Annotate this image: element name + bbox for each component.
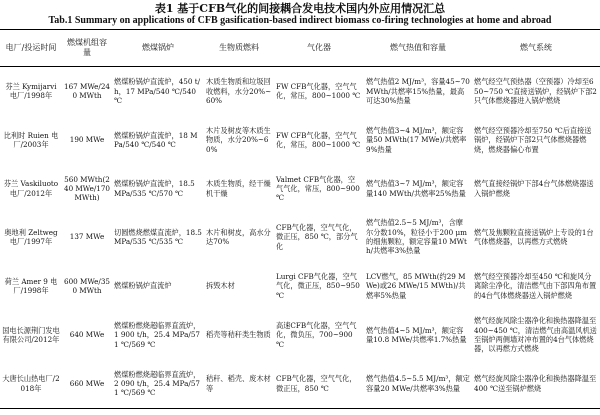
cell-plant: 奥地利 Zeltweg 电厂/1997年	[4, 227, 58, 246]
cell-gasifier: FW CFB气化器，空气气化，常压，800~1000 ℃	[276, 81, 361, 101]
cell-plant: 比利时 Ruien 电厂/2003年	[3, 130, 59, 149]
summary-table	[0, 29, 600, 409]
cell-capacity: 560 MWth(240 MWe/170 MWth)	[64, 174, 110, 203]
cell-capacity: 190 MWe	[69, 135, 105, 145]
table-row	[0, 213, 600, 262]
cell-fuel: 稻壳等秸秆类生物质	[206, 330, 271, 340]
cell-system: 燃气经旋风除尘器净化和换热器降温至400 ℃送至锅炉燃烧	[474, 374, 597, 393]
table-row	[0, 165, 600, 213]
cell-capacity: 640 MWe	[69, 330, 105, 340]
cell-plant: 荷兰 Amer 9 电厂/1998年	[4, 276, 58, 295]
cell-gasifier: FW CFB气化器，空气气化，常压，800~1000 ℃	[276, 130, 361, 149]
cell-system: 燃气及焦颗粒直接送锅炉上专设的1台气体燃烧器，以再燃方式燃烧	[474, 227, 594, 246]
header-gasifier: 气化器	[307, 43, 331, 52]
cell-fuel: 木片和树皮，高水分达70%	[206, 227, 271, 246]
cell-capacity: 600 MWe/350 MWth	[64, 276, 110, 295]
header-system: 燃气系统	[520, 43, 552, 52]
cell-system: 燃气经旋风除尘器净化和换热器降温至400~450 ℃，清洁燃气由高温风机送至锅炉两侧墙对冲布置的4台气体燃烧器，以再燃方式燃烧	[474, 316, 597, 354]
cell-plant: 国电长源荆门发电有限公司/2012年	[2, 325, 60, 344]
cell-gas: 燃气热值4~5 MJ/m³，额定容量10.8 MWe/共燃率1.7%热量	[366, 325, 467, 344]
cell-fuel: 秸秆、稻壳、废木材等	[206, 374, 271, 393]
table-row	[0, 67, 600, 116]
cell-plant: 大唐长山热电厂/2018年	[2, 374, 60, 393]
cell-gas: LCV燃气，85 MWth(约29 MWe)或26 MWe/15 MWth)/共燃率5%热量	[366, 272, 466, 300]
cell-gas: 燃气热值2.5~5 MJ/m³，含摩尔分数10%，粒径小于200 μm的细焦颗粒，额定容量10 MWth/共燃率3%热量	[366, 218, 467, 256]
cell-gas: 燃气热值4.5~5.5 MJ/m³，额定容量20 MWe/共燃率3%热量	[366, 374, 470, 393]
cell-gas: 燃气热值3~7 MJ/m³，额定容量140 MWth/共燃率25%热量	[366, 179, 466, 198]
cell-system: 燃气经空气预热器（空预器）冷却至650~750 ℃直接送锅炉，经锅炉下部2只气体燃烧器进入锅炉燃烧	[474, 77, 597, 105]
table-row	[0, 311, 600, 360]
cell-system: 燃气经空预器冷却至750 ℃后直接送锅炉，经锅炉下部2只气体燃烧器燃烧，燃烧器偏心布置	[474, 126, 592, 154]
cell-gasifier: Valmet CFB气化器，空气气化，常压，800~900 ℃	[276, 174, 360, 203]
cell-plant: 芬兰 Kymijarvi 电厂/1998年	[5, 81, 57, 101]
header-fuel: 生物质燃料	[219, 43, 259, 52]
cell-fuel: 拆毁木材	[206, 281, 235, 291]
header-capacity: 燃煤机组容量	[67, 38, 107, 57]
cell-boiler: 燃煤粉燃烧超临界直流炉，2 090 t/h，25.4 MPa/571 ℃/569 ℃	[114, 369, 201, 398]
cell-boiler: 燃煤粉锅炉直流炉，450 t/h，17 MPa/540 ℃/540 ℃	[114, 77, 201, 105]
cell-capacity: 660 MWe	[69, 379, 105, 389]
header-plant: 电厂/投运时间	[5, 43, 57, 52]
cell-gas: 燃气热值3~4 MJ/m³，额定容量50 MWth(17 MWe)/共燃率9%热量	[366, 126, 467, 154]
cell-boiler: 燃煤粉锅炉直流炉	[114, 281, 172, 291]
table-row	[0, 262, 600, 311]
table-header-row	[0, 30, 600, 67]
table-title-en: Tab.1 Summary on applications of CFB gasification-based indirect biomass co-firing technologies at home and abroad	[48, 15, 552, 26]
cell-fuel: 木质生物质和垃圾回收燃料，水分20%~60%	[206, 77, 272, 105]
cell-gas: 燃气热值2 MJ/m³，容量45~70 MWth/共燃率15%热量，最高可达30%热量	[366, 77, 470, 105]
header-boiler: 燃煤锅炉	[142, 43, 174, 52]
cell-boiler: 燃煤粉燃烧超临界直流炉，1 900 t/h，25.4 MPa/571 ℃/569 ℃	[114, 321, 201, 349]
cell-fuel: 木片及树皮等木质生物质，水分20%~60%	[206, 126, 271, 154]
cell-system: 燃气直接经锅炉下部4台气体燃烧器送入锅炉燃烧	[474, 179, 594, 198]
cell-capacity: 137 MWe	[69, 232, 105, 242]
cell-system: 燃气经空预器冷却至450 ℃和旋风分离除尘净化，清洁燃气由下部四角布置的4台气体燃烧器送入锅炉燃烧	[474, 272, 597, 300]
cell-fuel: 木质生物质，经干燥机干燥	[206, 179, 271, 198]
cell-gasifier: Lurgi CFB气化器，空气气化，微正压，850~950 ℃	[276, 272, 360, 300]
table-row	[0, 116, 600, 165]
cell-capacity: 167 MWe/240 MWth	[64, 81, 110, 101]
cell-gasifier: 高速CFB气化器，空气气化，微负压，700~900 ℃	[276, 321, 357, 349]
cell-plant: 芬兰 Vaskiluoto 电厂/2012年	[3, 179, 59, 198]
header-gas: 燃气热值和容量	[390, 43, 446, 52]
cell-gasifier: CFB气化器，空气气化，微正压，850 ℃	[276, 374, 357, 393]
cell-boiler: 燃煤粉锅炉直流炉，18.5 MPa/535 ℃/570 ℃	[114, 179, 195, 198]
cell-boiler: 切圆燃烧燃煤直流炉，18.5 MPa/535 ℃/535 ℃	[114, 227, 202, 246]
table-row	[0, 360, 600, 409]
cell-gasifier: CFB气化器，空气气化，微正压，850 ℃，部分气化	[276, 223, 358, 251]
cell-boiler: 燃煤粉锅炉直流炉，18 MPa/540 ℃/540 ℃	[114, 130, 198, 149]
table-title-cn: 表1 基于CFB气化的间接耦合发电技术国内外应用情况汇总	[154, 2, 446, 15]
